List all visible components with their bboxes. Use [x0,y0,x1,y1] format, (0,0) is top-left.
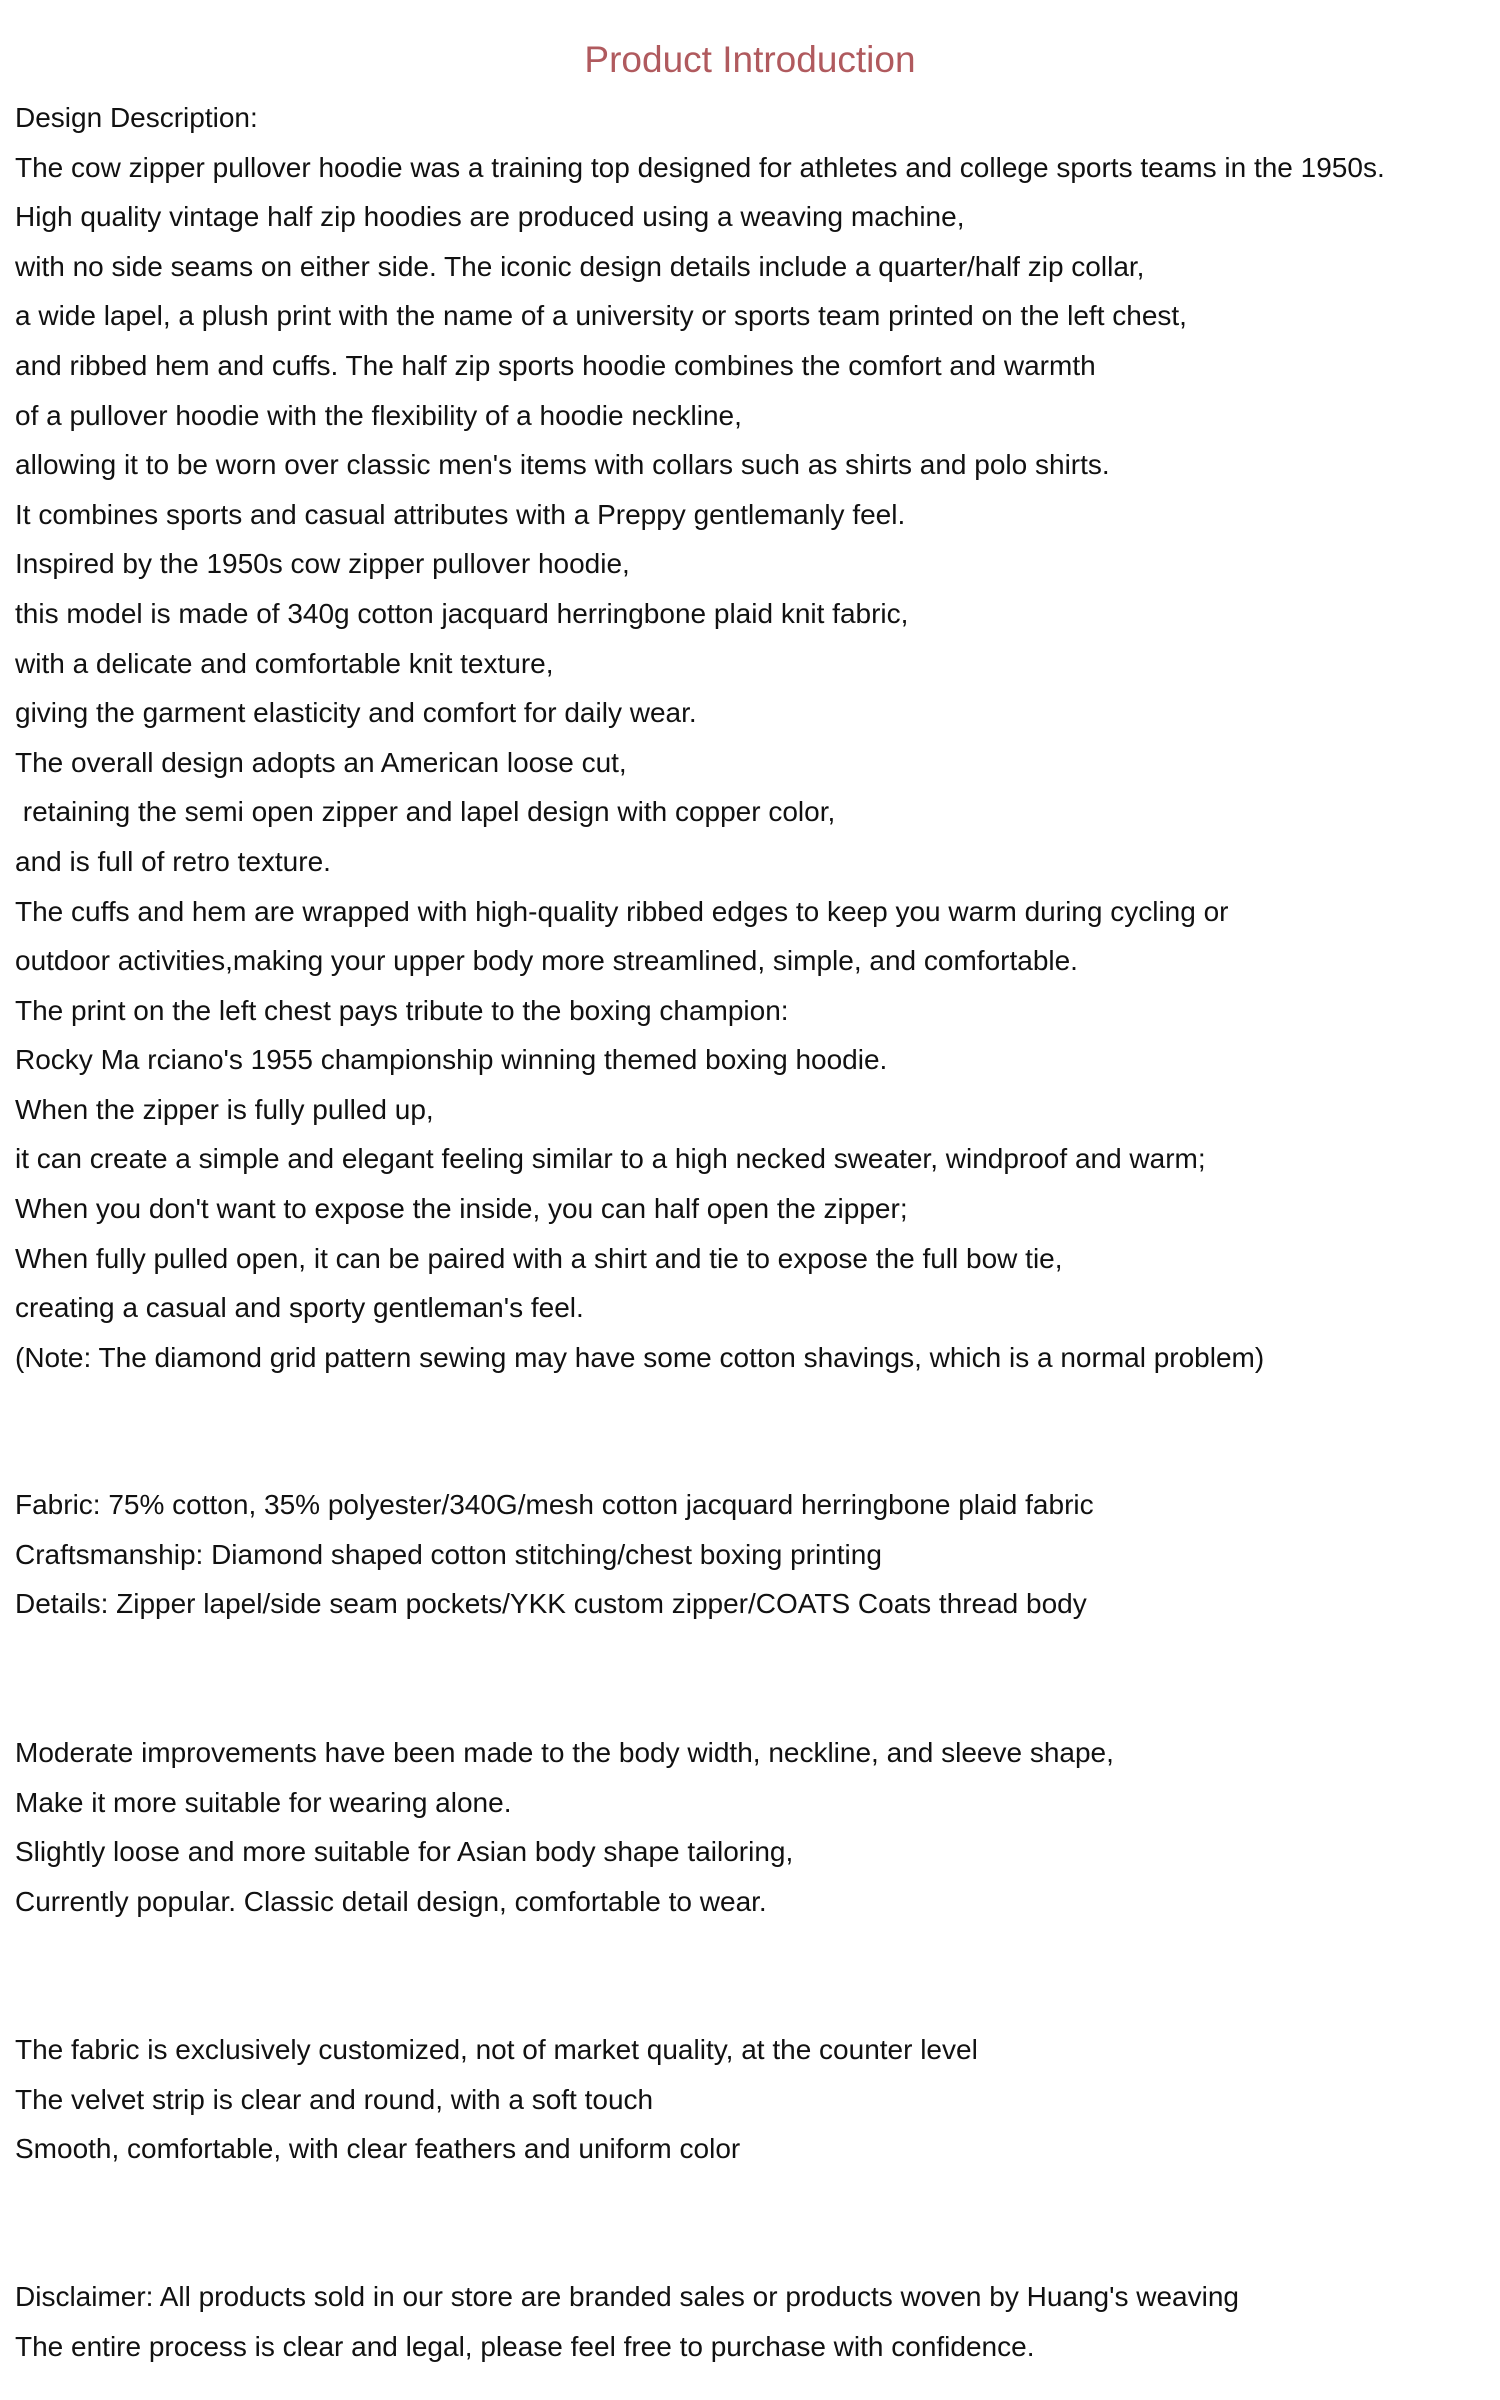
fabric-quality-section [15,2025,1490,2174]
text-line: Moderate improvements have been made to the body width, neckline, and sleeve shape, [15,1737,1114,1768]
text-line: of a pullover hoodie with the flexibility of a hoodie neckline, [15,399,742,431]
text-line: The entire process is clear and legal, please feel free to purchase with confidence. [15,2330,1035,2362]
text-line: The fabric is exclusively customized, not of market quality, at the counter level [15,2034,978,2065]
text-line: When you don't want to expose the inside, you can half open the zipper; [15,1193,908,1225]
text-line: with no side seams on either side. The iconic design details include a quarter/half zip collar, [15,250,1145,282]
fit-improvements-section [15,1728,1490,1926]
text-line: When fully pulled open, it can be paired with a shirt and tie to expose the full bow tie, [15,1242,1063,1274]
text-line: it can create a simple and elegant feeling similar to a high necked sweater, windproof and warm; [15,1143,1206,1175]
text-line: this model is made of 340g cotton jacquard herringbone plaid knit fabric, [15,597,909,629]
text-line: The cow zipper pullover hoodie was a training top designed for athletes and college sports teams in the 1950s. [15,151,1385,183]
text-line: Fabric: 75% cotton, 35% polyester/340G/mesh cotton jacquard herringbone plaid fabric [15,1489,1094,1520]
text-line: Disclaimer: All products sold in our store are branded sales or products woven by Huang's weaving [15,2281,1239,2312]
text-line: Smooth, comfortable, with clear feathers and uniform color [15,2133,741,2165]
text-line: The overall design adopts an American loose cut, [15,746,627,778]
text-line: The velvet strip is clear and round, with a soft touch [15,2083,654,2115]
text-line: Slightly loose and more suitable for Asian body shape tailoring, [15,1836,794,1868]
fabric-specs-section [15,1480,1490,1629]
text-line: outdoor activities,making your upper body more streamlined, simple, and comfortable. [15,945,1078,977]
text-line: giving the garment elasticity and comfort for daily wear. [15,697,697,729]
text-line: and ribbed hem and cuffs. The half zip sports hoodie combines the comfort and warmth [15,349,1096,381]
text-line: allowing it to be worn over classic men's items with collars such as shirts and polo shirts. [15,449,1110,481]
text-line: The print on the left chest pays tribute to the boxing champion: [15,994,789,1026]
design-description-section [15,93,1490,1382]
text-line: creating a casual and sporty gentleman's feel. [15,1292,584,1324]
text-line: (Note: The diamond grid pattern sewing may have some cotton shavings, which is a normal problem) [15,1341,1265,1373]
text-line: Design Description: [15,102,258,133]
text-line: a wide lapel, a plush print with the name of a university or sports team printed on the left chest, [15,300,1187,332]
text-line: The cuffs and hem are wrapped with high-quality ribbed edges to keep you warm during cycling or [15,895,1229,927]
text-line: Craftsmanship: Diamond shaped cotton stitching/chest boxing printing [15,1538,882,1570]
text-line: with a delicate and comfortable knit texture, [15,647,554,679]
text-line: Inspired by the 1950s cow zipper pullover hoodie, [15,548,630,580]
text-line: High quality vintage half zip hoodies are produced using a weaving machine, [15,201,965,233]
text-line: Details: Zipper lapel/side seam pockets/YKK custom zipper/COATS Coats thread body [15,1588,1087,1620]
text-line: It combines sports and casual attributes with a Preppy gentlemanly feel. [15,498,906,530]
page-title: Product Introduction [584,39,916,80]
text-line: and is full of retro texture. [15,845,331,877]
text-line: Currently popular. Classic detail design, comfortable to wear. [15,1885,767,1917]
disclaimer-section [15,2272,1490,2371]
text-line: retaining the semi open zipper and lapel design with copper color, [15,796,836,828]
text-line: Rocky Ma rciano's 1955 championship winning themed boxing hoodie. [15,1044,888,1076]
text-line: When the zipper is fully pulled up, [15,1093,434,1125]
text-line: Make it more suitable for wearing alone. [15,1786,512,1818]
